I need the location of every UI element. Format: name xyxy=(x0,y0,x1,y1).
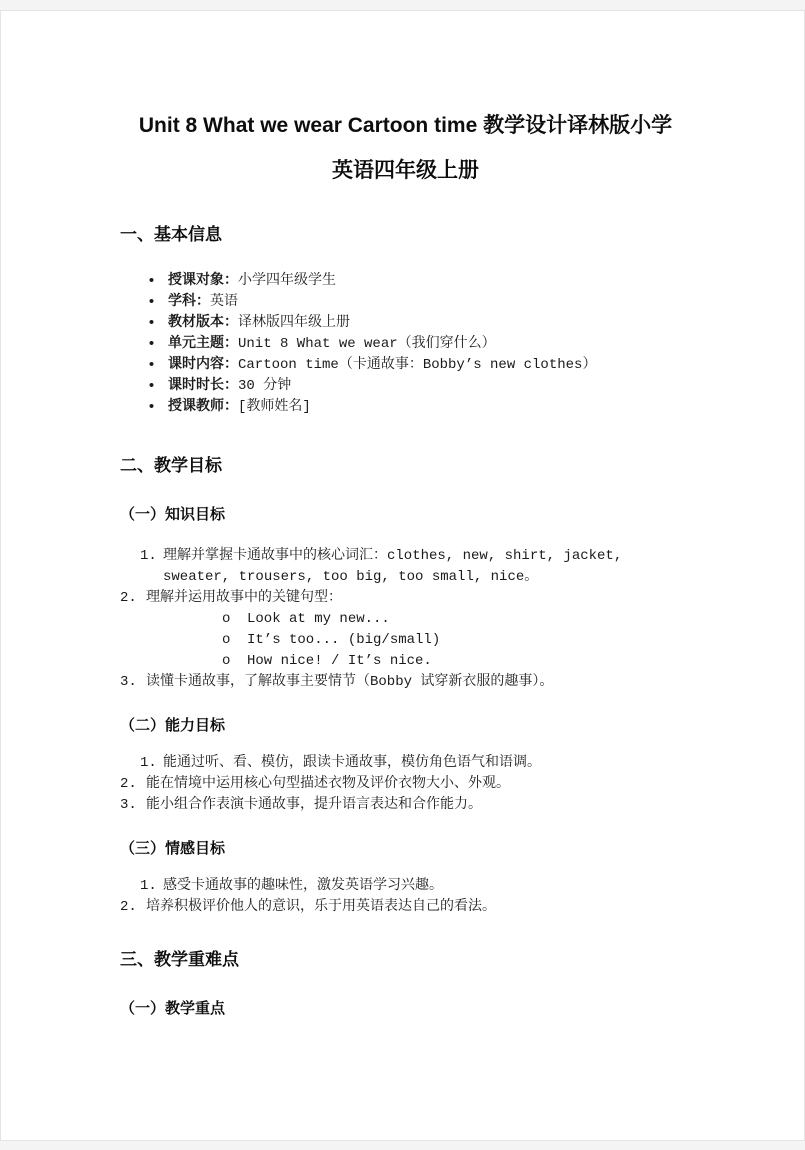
circle-bullet-icon: o xyxy=(222,632,231,648)
item-value: 小学四年级学生 xyxy=(238,273,336,289)
bullet-dot-icon: • xyxy=(147,273,157,290)
item-value: 译林版四年级上册 xyxy=(238,315,350,331)
bullet-dot-icon: • xyxy=(147,378,157,395)
list-item-text xyxy=(168,397,691,418)
section-heading-key-points: 三、教学重难点 xyxy=(120,950,239,969)
item-value: 30 分钟 xyxy=(238,378,292,394)
basic-info-list xyxy=(120,271,691,418)
item-number: 2. xyxy=(120,776,137,792)
numbered-item xyxy=(120,897,691,918)
item-text: 能在情境中运用核心句型描述衣物及评价衣物大小、外观。 xyxy=(146,776,510,792)
item-number: 2. xyxy=(120,590,137,606)
document-title xyxy=(120,103,691,193)
subheading-teaching-focus: （一）教学重点 xyxy=(120,1000,226,1017)
numbered-item xyxy=(120,588,691,609)
item-label: 课时内容： xyxy=(168,357,238,373)
sub-bullet-item xyxy=(222,651,691,672)
subheading-ability-objectives: （二）能力目标 xyxy=(120,717,226,734)
item-text: 培养积极评价他人的意识，乐于用英语表达自己的看法。 xyxy=(146,899,496,915)
item-number: 1. xyxy=(140,878,157,894)
item-number: 3. xyxy=(120,797,137,813)
item-number: 2. xyxy=(120,899,137,915)
list-item xyxy=(147,397,691,418)
numbered-item xyxy=(120,795,691,816)
list-item xyxy=(147,271,691,292)
sub-item-text: Look at my new... xyxy=(247,611,390,627)
bullet-dot-icon: • xyxy=(147,336,157,353)
item-text: 能小组合作表演卡通故事，提升语言表达和合作能力。 xyxy=(146,797,482,813)
item-value: Unit 8 What we wear（我们穿什么） xyxy=(238,336,496,352)
item-text: 理解并掌握卡通故事中的核心词汇：clothes, new, shirt, jacket, sweater, trousers, too big, too small, nice。 xyxy=(163,548,623,585)
numbered-item xyxy=(140,753,691,774)
list-item-text xyxy=(168,376,691,397)
list-item-text xyxy=(168,334,691,355)
list-item xyxy=(147,334,691,355)
item-label: 教材版本： xyxy=(168,315,238,331)
sub-item-text: It’s too... (big/small) xyxy=(247,632,441,648)
item-text: 读懂卡通故事，了解故事主要情节（Bobby 试穿新衣服的趣事）。 xyxy=(146,674,554,690)
item-label: 授课教师： xyxy=(168,399,238,415)
item-number: 3. xyxy=(120,674,137,690)
section-heading-basic-info: 一、基本信息 xyxy=(120,225,222,244)
title-line-2: 英语四年级上册 xyxy=(332,159,479,182)
numbered-item xyxy=(140,876,691,897)
item-value: 英语 xyxy=(210,294,238,310)
numbered-item xyxy=(140,546,691,588)
item-label: 学科： xyxy=(168,294,210,310)
list-item xyxy=(147,313,691,334)
subheading-knowledge-objectives: （一）知识目标 xyxy=(120,506,226,523)
item-number: 1. xyxy=(140,548,157,564)
sub-item-text: How nice! / It’s nice. xyxy=(247,653,432,669)
item-text: 感受卡通故事的趣味性，激发英语学习兴趣。 xyxy=(163,878,443,894)
item-label: 课时时长： xyxy=(168,378,238,394)
list-item-text xyxy=(168,313,691,334)
bullet-dot-icon: • xyxy=(147,315,157,332)
section-heading-objectives: 二、教学目标 xyxy=(120,456,222,475)
item-label: 单元主题： xyxy=(168,336,238,352)
sub-bullet-item xyxy=(222,609,691,630)
ability-objectives-list xyxy=(120,753,691,816)
bullet-dot-icon: • xyxy=(147,294,157,311)
list-item-text xyxy=(168,355,691,376)
subheading-emotion-objectives: （三）情感目标 xyxy=(120,840,226,857)
item-value: [教师姓名] xyxy=(238,399,311,415)
item-text: 能通过听、看、模仿，跟读卡通故事，模仿角色语气和语调。 xyxy=(163,755,541,771)
title-line-1: Unit 8 What we wear Cartoon time 教学设计译林版小学 xyxy=(138,114,673,137)
knowledge-objectives-list xyxy=(120,546,691,693)
circle-bullet-icon: o xyxy=(222,611,231,627)
list-item-text xyxy=(168,292,691,313)
emotion-objectives-list xyxy=(120,876,691,918)
item-text: 理解并运用故事中的关键句型： xyxy=(146,590,342,606)
bullet-dot-icon: • xyxy=(147,357,157,374)
list-item xyxy=(147,355,691,376)
sub-bullet-item xyxy=(222,630,691,651)
bullet-dot-icon: • xyxy=(147,399,157,416)
item-value: Cartoon time（卡通故事：Bobby’s new clothes） xyxy=(238,357,597,373)
list-item xyxy=(147,376,691,397)
item-label: 授课对象： xyxy=(168,273,238,289)
numbered-item xyxy=(120,672,691,693)
numbered-item xyxy=(120,774,691,795)
document-page xyxy=(0,10,805,1141)
circle-bullet-icon: o xyxy=(222,653,231,669)
item-number: 1. xyxy=(140,755,157,771)
list-item-text xyxy=(168,271,691,292)
list-item xyxy=(147,292,691,313)
